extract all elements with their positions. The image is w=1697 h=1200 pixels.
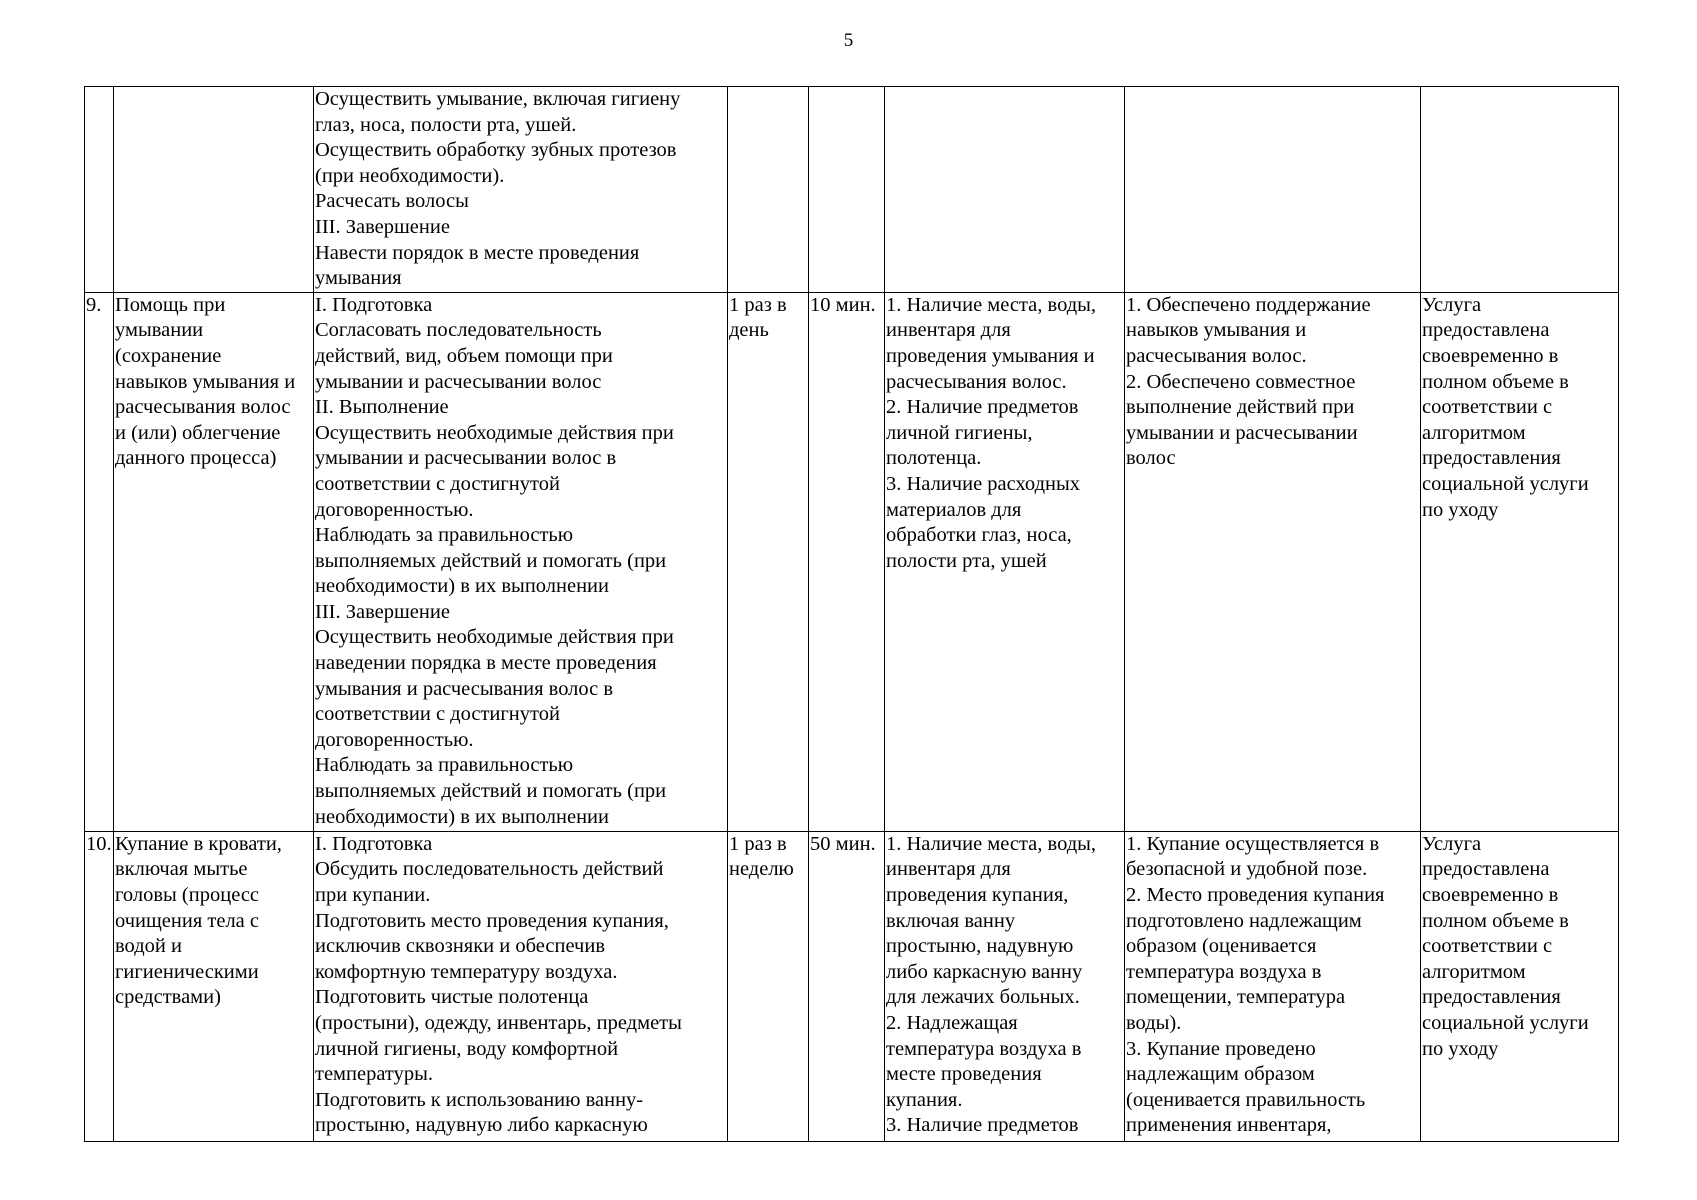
cell-text-line: 3. Наличие расходных: [886, 472, 1081, 495]
cell-text-line: соответствии с достигнутой: [315, 472, 560, 495]
cell-service-name: [114, 831, 314, 1141]
cell-text-line: (оценивается правильность: [1126, 1088, 1366, 1111]
cell-text-line: исключив сквозняки и обеспечив: [315, 935, 606, 958]
cell-text-line: 2. Обеспечено совместное: [1126, 370, 1356, 393]
cell-text-line: предоставлена: [1422, 858, 1550, 881]
cell-text-line: головы (процесс: [115, 883, 260, 906]
cell-text-line: предоставления: [1422, 447, 1561, 470]
cell-text-line: полном объеме в: [1422, 370, 1569, 393]
services-table: [84, 86, 1619, 1142]
cell-text-line: III. Завершение: [315, 600, 450, 623]
cell-text-line: Обсудить последовательность действий: [315, 858, 664, 881]
cell-text-line: 1. Обеспечено поддержание: [1126, 293, 1371, 316]
cell-actions: [314, 292, 728, 831]
cell-text-line: Согласовать последовательность: [315, 319, 602, 342]
cell-text-line: навыков умывания и: [115, 370, 296, 393]
cell-service-name: [114, 87, 314, 293]
cell-text-line: предоставлена: [1422, 319, 1550, 342]
cell-text-line: III. Завершение: [315, 215, 450, 238]
cell-text-line: договоренностью.: [315, 728, 474, 751]
cell-number: [85, 87, 114, 293]
cell-text-line: Услуга: [1422, 832, 1482, 855]
cell-text-line: либо каркасную ванну: [886, 960, 1083, 983]
cell-text-line: соответствии с достигнутой: [315, 703, 560, 726]
cell-text-line: умывании: [115, 319, 204, 342]
cell-text-line: выполнение действий при: [1126, 396, 1355, 419]
cell-text-line: (простыни), одежду, инвентарь, предметы: [315, 1011, 682, 1034]
cell-text-line: водой и: [115, 935, 182, 958]
cell-text-line: 1 раз в: [729, 293, 787, 316]
cell-text-line: месте проведения: [886, 1063, 1042, 1086]
cell-result: [1421, 831, 1619, 1141]
cell-text-line: подготовлено надлежащим: [1126, 909, 1362, 932]
cell-text-line: необходимости) в их выполнении: [315, 575, 609, 598]
cell-result: [1421, 87, 1619, 293]
cell-text-line: гигиеническими: [115, 960, 259, 983]
cell-text-line: I. Подготовка: [315, 832, 433, 855]
cell-text-line: алгоритмом: [1422, 421, 1526, 444]
cell-text-line: 50 мин.: [810, 832, 876, 855]
cell-text-line: помещении, температура: [1126, 986, 1346, 1009]
cell-text-line: полости рта, ушей: [886, 549, 1047, 572]
cell-text-line: алгоритмом: [1422, 960, 1526, 983]
cell-text-line: I. Подготовка: [315, 293, 433, 316]
table-row-10: [85, 831, 1619, 1141]
cell-text-line: предоставления: [1422, 986, 1561, 1009]
cell-text-line: расчесывания волос: [115, 396, 291, 419]
cell-result: [1421, 292, 1619, 831]
cell-text-line: 1. Наличие места, воды,: [886, 293, 1097, 316]
cell-duration: [809, 292, 885, 831]
cell-text-line: для лежачих больных.: [886, 986, 1080, 1009]
cell-text-line: расчесывания волос.: [886, 370, 1067, 393]
cell-text-line: Услуга: [1422, 293, 1482, 316]
cell-text-line: Наблюдать за правильностью: [315, 524, 574, 547]
cell-text-line: социальной услуги: [1422, 472, 1589, 495]
cell-text-line: при купании.: [315, 883, 431, 906]
cell-text-line: надлежащим образом: [1126, 1063, 1315, 1086]
cell-indicators: [1125, 831, 1421, 1141]
cell-conditions: [885, 831, 1125, 1141]
cell-text-line: соответствии с: [1422, 935, 1553, 958]
page-number: 5: [843, 30, 854, 51]
cell-indicators: [1125, 292, 1421, 831]
cell-text-line: данного процесса): [115, 447, 277, 470]
cell-text-line: применения инвентаря,: [1126, 1114, 1332, 1137]
cell-text-line: 2. Наличие предметов: [886, 396, 1079, 419]
cell-text-line: температура воздуха в: [1126, 960, 1322, 983]
cell-text-line: Осуществить необходимые действия при: [315, 421, 674, 444]
cell-text-line: умывании и расчесывании: [1126, 421, 1358, 444]
cell-text-line: выполняемых действий и помогать (при: [315, 549, 667, 572]
cell-text-line: расчесывания волос.: [1126, 344, 1307, 367]
cell-text-line: 3. Купание проведено: [1126, 1037, 1316, 1060]
cell-frequency: [728, 87, 809, 293]
cell-text-line: навыков умывания и: [1126, 319, 1307, 342]
cell-text-line: включая мытье: [115, 858, 248, 881]
cell-text-line: образом (оценивается: [1126, 935, 1317, 958]
cell-text-line: инвентаря для: [886, 319, 1011, 342]
cell-text-line: умывания: [315, 267, 402, 290]
cell-text-line: личной гигиены,: [886, 421, 1033, 444]
cell-text-line: умывании и расчесывании волос в: [315, 447, 617, 470]
cell-text-line: очищения тела с: [115, 909, 259, 932]
cell-text-line: (сохранение: [115, 344, 222, 367]
cell-frequency: [728, 831, 809, 1141]
cell-text-line: включая ванну: [886, 909, 1016, 932]
cell-text-line: Осуществить необходимые действия при: [315, 626, 674, 649]
cell-text-line: 1 раз в: [729, 832, 787, 855]
cell-text-line: 3. Наличие предметов: [886, 1114, 1079, 1137]
cell-text-line: выполняемых действий и помогать (при: [315, 780, 667, 803]
cell-text-line: Помощь при: [115, 293, 226, 316]
cell-text-line: полотенца.: [886, 447, 982, 470]
cell-text-line: безопасной и удобной позе.: [1126, 858, 1368, 881]
cell-text-line: 1. Наличие места, воды,: [886, 832, 1097, 855]
cell-text-line: полном объеме в: [1422, 909, 1569, 932]
cell-text-line: личной гигиены, воду комфортной: [315, 1037, 619, 1060]
cell-frequency: [728, 292, 809, 831]
cell-text-line: Подготовить к использованию ванну-: [315, 1088, 644, 1111]
cell-text-line: волос: [1126, 447, 1176, 470]
cell-number: 10.: [85, 831, 114, 1141]
cell-text-line: комфортную температуру воздуха.: [315, 960, 618, 983]
cell-number: 9.: [85, 292, 114, 831]
table-row-continuation: [85, 87, 1619, 293]
cell-text-line: социальной услуги: [1422, 1011, 1589, 1034]
cell-text-line: II. Выполнение: [315, 396, 449, 419]
cell-text-line: соответствии с: [1422, 396, 1553, 419]
cell-text-line: по уходу: [1422, 1037, 1499, 1060]
cell-text-line: и (или) облегчение: [115, 421, 281, 444]
cell-conditions: [885, 292, 1125, 831]
cell-text-line: материалов для: [886, 498, 1022, 521]
cell-text-line: глаз, носа, полости рта, ушей.: [315, 113, 577, 136]
cell-text-line: простыню, надувную: [886, 935, 1074, 958]
cell-text-line: наведении порядка в месте проведения: [315, 652, 657, 675]
cell-actions: [314, 87, 728, 293]
cell-text-line: температуры.: [315, 1063, 434, 1086]
cell-text-line: договоренностью.: [315, 498, 474, 521]
cell-text-line: воды).: [1126, 1011, 1182, 1034]
cell-service-name: [114, 292, 314, 831]
cell-text-line: Осуществить умывание, включая гигиену: [315, 88, 681, 110]
cell-text-line: (при необходимости).: [315, 164, 505, 187]
cell-text-line: необходимости) в их выполнении: [315, 805, 609, 828]
cell-text-line: умывании и расчесывании волос: [315, 370, 602, 393]
cell-text-line: простыню, надувную либо каркасную: [315, 1114, 648, 1137]
cell-text-line: 2. Надлежащая: [886, 1011, 1018, 1034]
cell-text-line: по уходу: [1422, 498, 1499, 521]
cell-text-line: неделю: [729, 858, 794, 881]
cell-text-line: своевременно в: [1422, 883, 1559, 906]
cell-text-line: средствами): [115, 986, 221, 1009]
cell-text-line: 2. Место проведения купания: [1126, 883, 1385, 906]
cell-text-line: Наблюдать за правильностью: [315, 754, 574, 777]
cell-text-line: день: [729, 319, 769, 342]
cell-text-line: инвентаря для: [886, 858, 1011, 881]
cell-text-line: своевременно в: [1422, 344, 1559, 367]
cell-text-line: действий, вид, объем помощи при: [315, 344, 613, 367]
cell-text-line: умывания и расчесывания волос в: [315, 677, 614, 700]
cell-actions: [314, 831, 728, 1141]
cell-text-line: Подготовить место проведения купания,: [315, 909, 669, 932]
cell-text-line: купания.: [886, 1088, 963, 1111]
cell-text-line: 1. Купание осуществляется в: [1126, 832, 1380, 855]
cell-text-line: проведения купания,: [886, 883, 1069, 906]
cell-indicators: [1125, 87, 1421, 293]
cell-text-line: Расчесать волосы: [315, 190, 469, 213]
cell-text-line: Купание в кровати,: [115, 832, 282, 855]
cell-text-line: проведения умывания и: [886, 344, 1095, 367]
cell-text-line: Осуществить обработку зубных протезов: [315, 139, 677, 162]
cell-text-line: 10 мин.: [810, 293, 876, 316]
cell-text-line: обработки глаз, носа,: [886, 524, 1072, 547]
cell-text-line: Подготовить чистые полотенца: [315, 986, 589, 1009]
cell-duration: [809, 87, 885, 293]
cell-conditions: [885, 87, 1125, 293]
cell-text-line: температура воздуха в: [886, 1037, 1082, 1060]
table-row-9: [85, 292, 1619, 831]
cell-text-line: Навести порядок в месте проведения: [315, 241, 640, 264]
cell-duration: [809, 831, 885, 1141]
